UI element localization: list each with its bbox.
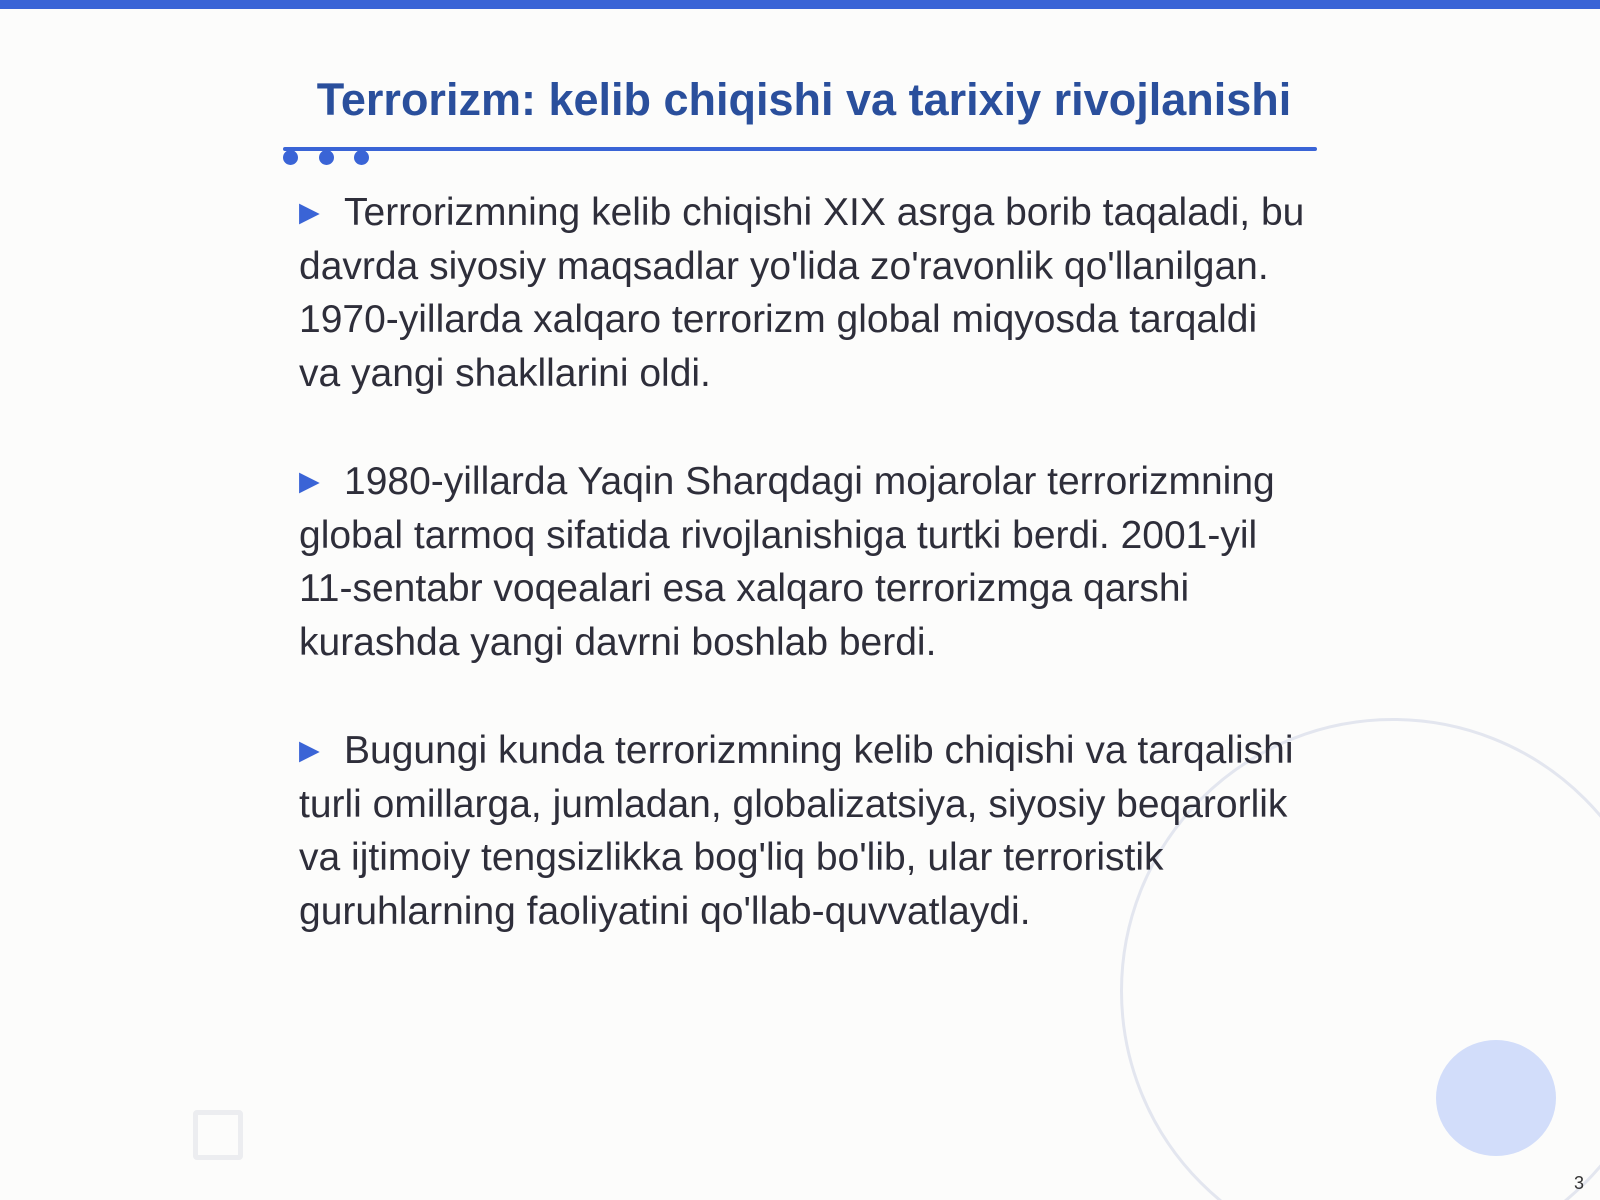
dot-icon [283,150,298,165]
bullet-text: Terrorizmning kelib chiqishi XIX asrga borib taqaladi, bu davrda siyosiy maqsadlar yo'lida zo'ravonlik qo'llanilgan. 1970-yillarda xalqaro terrorizm global miqyosda tarqaldi va yangi shakllarini oldi. [299,191,1305,395]
bullet-item [299,724,1309,938]
bullet-text: Bugungi kunda terrorizmning kelib chiqishi va tarqalishi turli omillarga, jumladan, globalizatsiya, siyosiy beqarorlik va ijtimoiy tengsizlikka bog'liq bo'lib, ular terroristik guruhlarning faoliyatini qo'llab-quvvatlaydi. [299,729,1294,933]
page-number: 3 [1573,1173,1584,1193]
dot-icon [354,150,369,165]
bullet-item [299,455,1309,669]
triangle-right-icon: ▶ [299,466,320,496]
decorative-square-outline [193,1110,243,1160]
dot-icon [319,150,334,165]
top-accent-bar [0,0,1600,9]
title-underline [283,147,1317,151]
bullet-list [299,186,1309,993]
decorative-filled-circle [1436,1040,1556,1156]
bullet-text: 1980-yillarda Yaqin Sharqdagi mojarolar terrorizmning global tarmoq sifatida rivojlanishiga turtki berdi. 2001-yil 11-sentabr voqealari esa xalqaro terrorizmga qarshi kurashda yangi davrni boshlab berdi. [299,460,1275,664]
bullet-item [299,186,1309,400]
triangle-right-icon: ▶ [299,197,320,227]
triangle-right-icon: ▶ [299,735,320,765]
slide-title: Terrorizm: kelib chiqishi va tarixiy rivojlanishi [316,74,1292,125]
